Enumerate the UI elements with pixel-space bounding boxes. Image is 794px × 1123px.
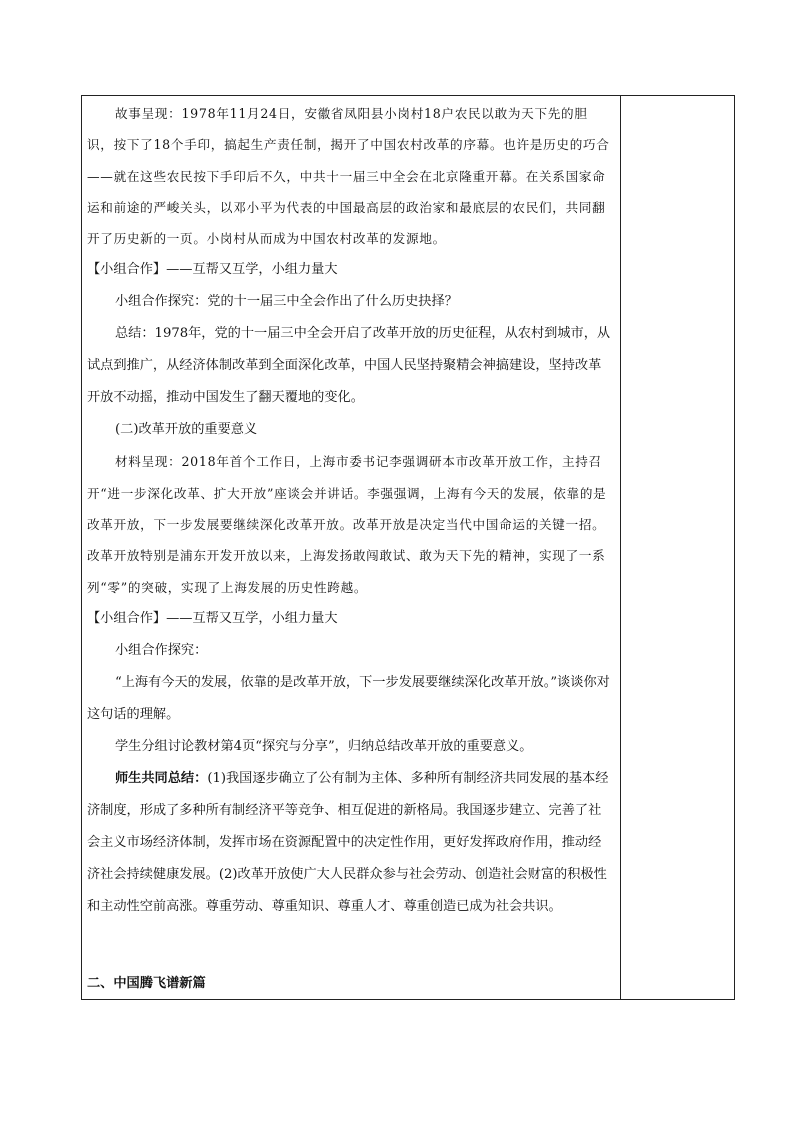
material-paragraph: 材料呈现：2018年首个工作日，上海市委书记李强调研本市改革开放工作，主持召开“进一步深化改革、扩大开放”座谈会并讲话。李强强调，上海有今天的发展，依靠的是改革开放，下一步发展要继续深化改革开放。改革开放是决定当代中国命运的关键一招。改革开放特别是浦东开发开放以来，上海发扬敢闯敢试、敢为天下先的精神，实现了一系列“零”的突破，实现了上海发展的历史性跨越。 [87, 454, 607, 595]
next-section-heading: 二、中国腾飞谱新篇 [87, 976, 206, 991]
group1-heading: 【小组合作】——互帮又互学，小组力量大 [87, 262, 338, 278]
quote-task: “上海有今天的发展，依靠的是改革开放，下一步发展要继续深化改革开放。”谈谈你对这句话的理解。 [87, 674, 610, 722]
column-divider [620, 95, 621, 1000]
summary1-paragraph: 总结：1978年，党的十一届三中全会开启了改革开放的历史征程，从农村到城市，从试点到推广，从经济体制改革到全面深化改革，中国人民坚持聚精会神搞建设，坚持改革开放不动摇，推动中国发生了翻天覆地的变化。 [87, 326, 611, 406]
group2-heading: 【小组合作】——互帮又互学，小组力量大 [87, 610, 338, 626]
story-paragraph: 故事呈现：1978年11月24日，安徽省凤阳县小岗村18户农民以敢为天下先的胆识，按下了18个手印，搞起生产责任制，揭开了中国农村改革的序幕。也许是历史的巧合——就在这些农民按下手印后不久，中共十一届三中全会在北京隆重开幕。在关系国家命运和前途的严峻关头，以邓小平为代表的中国最高层的政治家和最底层的农民们，共同翻开了历史新的一页。小岗村从而成为中国农村改革的发源地。 [87, 106, 610, 247]
lesson-content-cell [87, 98, 613, 923]
discussion-task: 学生分组讨论教材第4页“探究与分享”，归纳总结改革开放的重要意义。 [115, 738, 533, 754]
group2-label: 小组合作探究： [115, 642, 208, 658]
summary2-text: (1)我国逐步确立了公有制为主体、多种所有制经济共同发展的基本经济制度，形成了多种所有制经济平等竞争、相互促进的新格局。我国逐步建立、完善了社会主义市场经济体制，发挥市场在资源配置中的决定性作用，更好发挥政府作用，推动经济社会持续健康发展。(2)改革开放使广大人民群众参与社会劳动、创造社会财富的积极性和主动性空前高涨。尊重劳动、尊重知识、尊重人才、尊重创造已成为社会共识。 [87, 770, 609, 914]
group1-question: 小组合作探究：党的十一届三中全会作出了什么历史抉择？ [115, 294, 458, 310]
section2-title: (二)改革开放的重要意义 [115, 422, 258, 438]
summary2-paragraph [87, 763, 613, 923]
summary2-label: 师生共同总结： [115, 770, 208, 786]
